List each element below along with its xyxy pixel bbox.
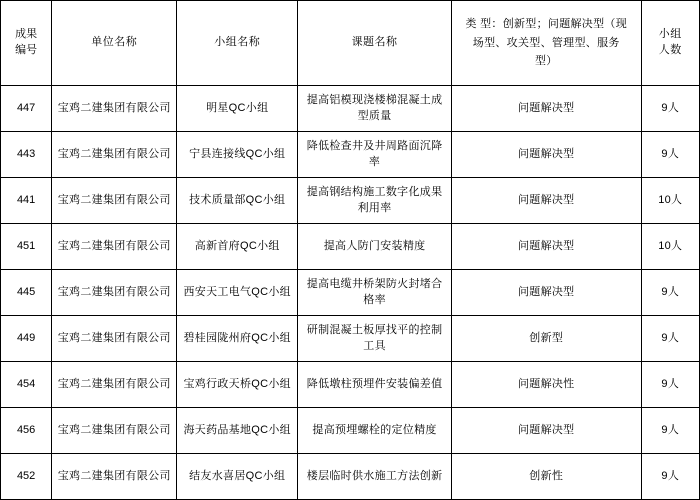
cell-team-name: 明星QC小组 [177,86,298,132]
cell-team-name: 技术质量部QC小组 [177,178,298,224]
cell-type: 创新性 [451,454,641,500]
cell-result-id: 447 [1,86,52,132]
cell-team-name: 宁县连接线QC小组 [177,132,298,178]
cell-result-id: 454 [1,362,52,408]
cell-type: 问题解决型 [451,178,641,224]
cell-result-id: 451 [1,224,52,270]
cell-member-count: 10人 [641,178,699,224]
cell-topic-name: 提高钢结构施工数字化成果利用率 [298,178,452,224]
column-header-unit-name: 单位名称 [52,1,177,86]
table-header-row [1,1,700,86]
cell-topic-name: 提高人防门安装精度 [298,224,452,270]
cell-team-name: 西安天工电气QC小组 [177,270,298,316]
cell-topic-name: 提高预埋螺栓的定位精度 [298,408,452,454]
cell-type: 问题解决型 [451,270,641,316]
cell-team-name: 宝鸡行政天桥QC小组 [177,362,298,408]
cell-team-name: 海天药品基地QC小组 [177,408,298,454]
cell-unit-name: 宝鸡二建集团有限公司 [52,408,177,454]
cell-type: 问题解决型 [451,86,641,132]
cell-unit-name: 宝鸡二建集团有限公司 [52,178,177,224]
cell-member-count: 9人 [641,316,699,362]
cell-type: 问题解决性 [451,362,641,408]
cell-type: 问题解决型 [451,408,641,454]
cell-team-name: 碧桂园陇州府QC小组 [177,316,298,362]
cell-member-count: 9人 [641,362,699,408]
cell-member-count: 9人 [641,408,699,454]
cell-team-name: 结友水喜居QC小组 [177,454,298,500]
table-row [1,270,700,316]
table-row [1,86,700,132]
column-header-type: 类 型：创新型；问题解决型（现 场型、攻关型、管理型、服务 型） [451,1,641,86]
table-body [1,86,700,500]
cell-result-id: 449 [1,316,52,362]
table-row [1,224,700,270]
table-row [1,178,700,224]
cell-result-id: 441 [1,178,52,224]
cell-member-count: 9人 [641,454,699,500]
table-row [1,454,700,500]
cell-type: 问题解决型 [451,224,641,270]
table-row [1,132,700,178]
cell-topic-name: 提高铝模现浇楼梯混凝土成型质量 [298,86,452,132]
cell-type: 问题解决型 [451,132,641,178]
cell-type: 创新型 [451,316,641,362]
cell-topic-name: 降低墩柱预埋件安装偏差值 [298,362,452,408]
cell-unit-name: 宝鸡二建集团有限公司 [52,132,177,178]
cell-unit-name: 宝鸡二建集团有限公司 [52,86,177,132]
cell-unit-name: 宝鸡二建集团有限公司 [52,224,177,270]
cell-result-id: 452 [1,454,52,500]
cell-team-name: 高新首府QC小组 [177,224,298,270]
table-row [1,408,700,454]
cell-member-count: 9人 [641,132,699,178]
table-row [1,316,700,362]
cell-member-count: 9人 [641,270,699,316]
cell-member-count: 10人 [641,224,699,270]
cell-member-count: 9人 [641,86,699,132]
cell-unit-name: 宝鸡二建集团有限公司 [52,362,177,408]
table-header [1,1,700,86]
cell-result-id: 456 [1,408,52,454]
cell-topic-name: 提高电缆井桥架防火封堵合格率 [298,270,452,316]
cell-unit-name: 宝鸡二建集团有限公司 [52,270,177,316]
cell-unit-name: 宝鸡二建集团有限公司 [52,454,177,500]
column-header-member-count: 小组 人数 [641,1,699,86]
cell-topic-name: 研制混凝土板厚找平的控制工具 [298,316,452,362]
cell-result-id: 443 [1,132,52,178]
column-header-topic-name: 课题名称 [298,1,452,86]
column-header-result-id: 成果 编号 [1,1,52,86]
cell-topic-name: 降低检查井及井周路面沉降率 [298,132,452,178]
cell-topic-name: 楼层临时供水施工方法创新 [298,454,452,500]
column-header-team-name: 小组名称 [177,1,298,86]
cell-result-id: 445 [1,270,52,316]
cell-unit-name: 宝鸡二建集团有限公司 [52,316,177,362]
table-row [1,362,700,408]
